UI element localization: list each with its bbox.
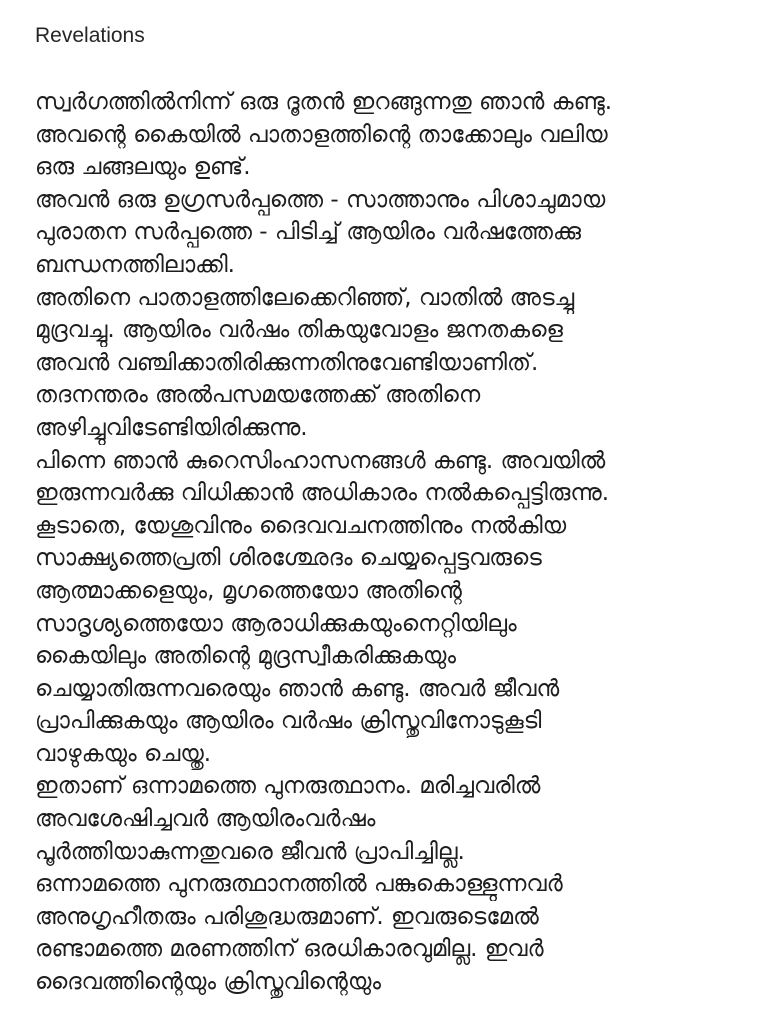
text-line: കൂടാതെ, യേശുവിനും ദൈവവചനത്തിനും നൽകിയ xyxy=(35,512,567,539)
text-line: ഒന്നാമത്തെ പുനരുത്ഥാനത്തിൽ പങ്കുകൊള്ളുന്നവർ xyxy=(35,871,563,898)
text-line: അഴിച്ചുവിടേണ്ടിയിരിക്കുന്നു. xyxy=(35,414,308,441)
text-line: ആത്മാക്കളെയും, മൃഗത്തെയോ അതിന്റെ xyxy=(35,577,462,604)
text-line: സാദൃശ്യത്തെയോ ആരാധിക്കുകയുംനെറ്റിയിലും xyxy=(35,610,517,637)
text-line: അവശേഷിച്ചവർ ആയിരംവർഷം xyxy=(35,806,376,833)
text-line: രണ്ടാമത്തെ മരണത്തിന് ഒരധികാരവുമില്ല. ഇവർ xyxy=(35,936,544,963)
text-line: ഇതാണ് ഒന്നാമത്തെ പുനരുത്ഥാനം. മരിച്ചവരിൽ xyxy=(35,773,541,800)
text-line: പുരാതന സർപ്പത്തെ - പിടിച്ച് ആയിരം വർഷത്തേക്കു xyxy=(35,219,581,246)
page-title: Revelations xyxy=(35,24,145,47)
text-line: ഇരുന്നവർക്കു വിധിക്കാൻ അധികാരം നൽകപ്പെട്ടിരുന്നു. xyxy=(35,480,610,507)
document-body xyxy=(35,86,748,999)
text-line: പ്രാപിക്കുകയും ആയിരം വർഷം ക്രിസ്തുവിനോടുകൂടി xyxy=(35,708,542,735)
text-line: അവൻ വഞ്ചിക്കാതിരിക്കുന്നതിനുവേണ്ടിയാണിത്. xyxy=(35,349,539,376)
text-line: ദൈവത്തിന്റെയും ക്രിസ്തുവിന്റെയും xyxy=(35,969,381,996)
text-line: സാക്ഷ്യത്തെപ്രതി ശിരശ്ഛേദം ചെയ്യപ്പെട്ടവരുടെ xyxy=(35,545,542,572)
text-line: ചെയ്യാതിരുന്നവരെയും ഞാൻ കണ്ടു. അവർ ജീവൻ xyxy=(35,675,560,702)
text-line: സ്വർഗത്തിൽനിന്ന് ഒരു ദൂതൻ ഇറങ്ങുന്നതു ഞാൻ കണ്ടു. xyxy=(35,89,613,115)
text-line: ഒരു ചങ്ങലയും ഉണ്ട്. xyxy=(35,154,251,181)
text-line: പിന്നെ ഞാൻ കുറെസിംഹാസനങ്ങൾ കണ്ടു. അവയിൽ xyxy=(35,447,606,474)
text-line: അവന്റെ കൈയിൽ പാതാളത്തിന്റെ താക്കോലും വലിയ xyxy=(35,121,608,148)
text-line: പൂർത്തിയാകുന്നതുവരെ ജീവൻ പ്രാപിച്ചില്ല. xyxy=(35,838,465,865)
text-line: അവൻ ഒരു ഉഗ്രസർപ്പത്തെ - സാത്താനും പിശാചുമായ xyxy=(35,186,606,213)
text-line: തദനന്തരം അൽപസമയത്തേക്ക് അതിനെ xyxy=(35,382,481,409)
text-line: അതിനെ പാതാളത്തിലേക്കെറിഞ്ഞ്, വാതിൽ അടച്ചു xyxy=(35,284,575,311)
text-line: കൈയിലും അതിന്റെ മുദ്രസ്വീകരിക്കുകയും xyxy=(35,643,457,670)
text-line: അനുഗൃഹീതരും പരിശുദ്ധരുമാണ്. ഇവരുടെമേൽ xyxy=(35,903,539,930)
text-line: മുദ്രവച്ചു. ആയിരം വർഷം തികയുവോളം ജനതകളെ xyxy=(35,317,563,344)
text-line: ബന്ധനത്തിലാക്കി. xyxy=(35,251,235,278)
text-line: വാഴുകയും ചെയ്തു. xyxy=(35,740,212,767)
